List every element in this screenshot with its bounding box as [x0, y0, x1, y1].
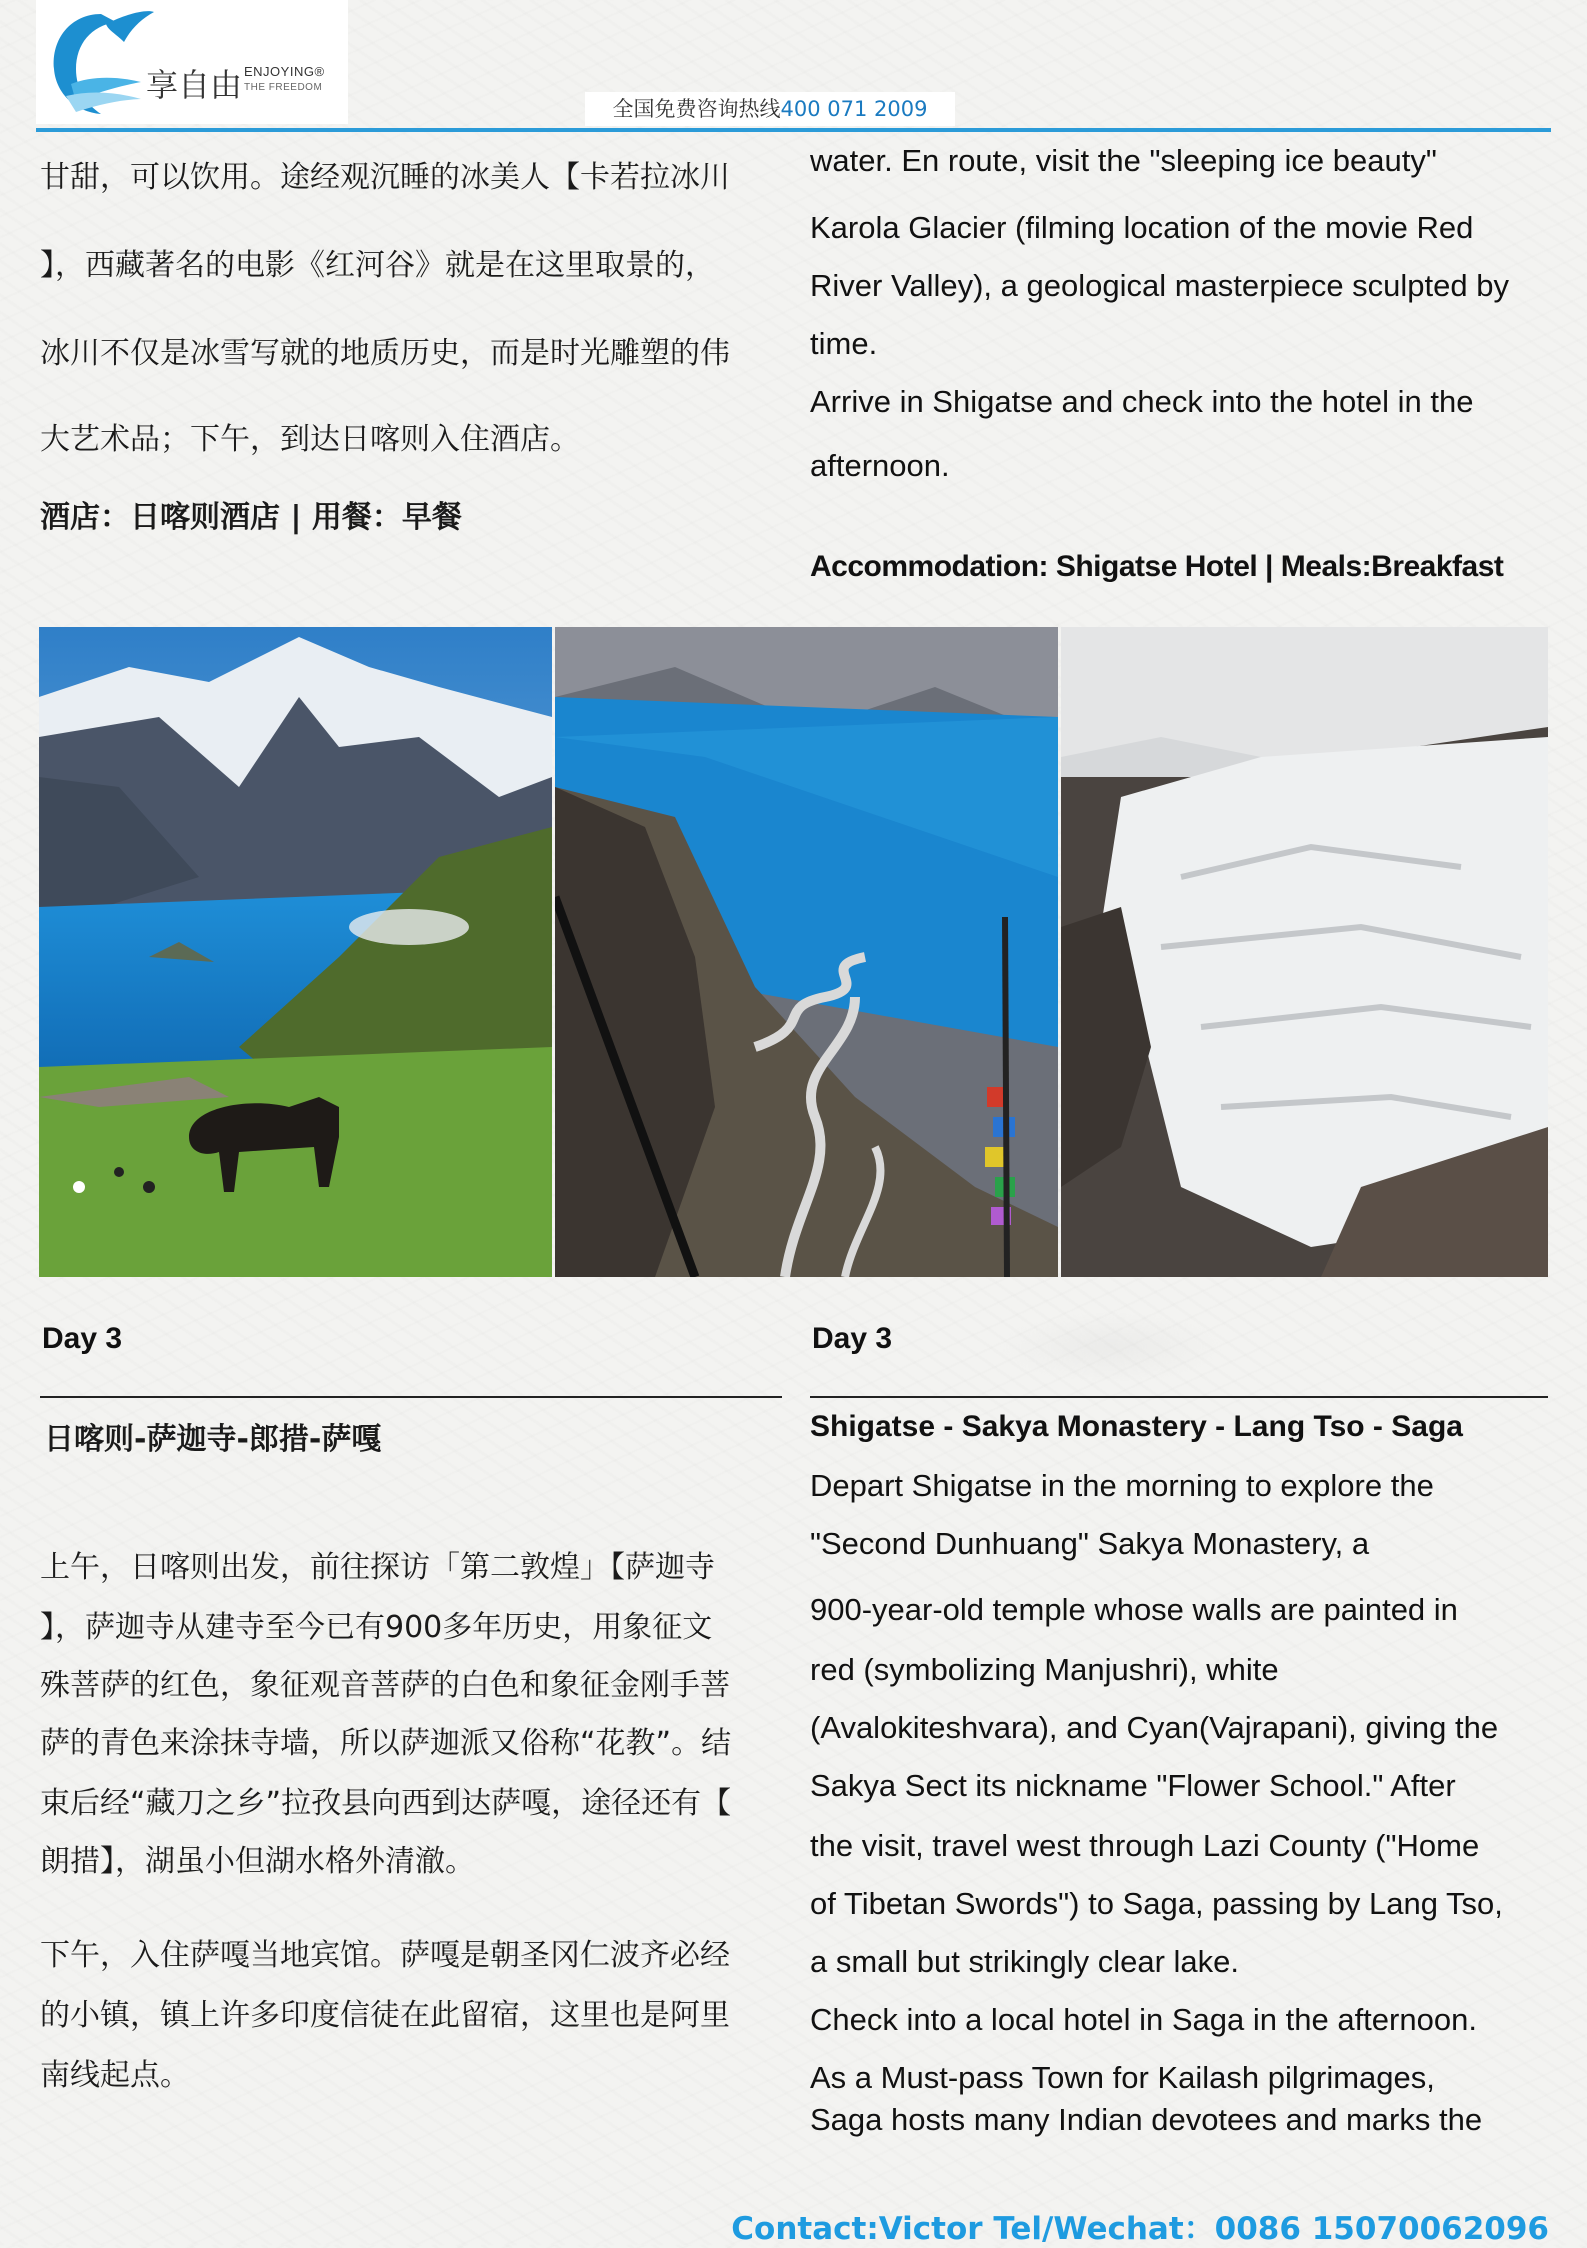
cn-route: 日喀则-萨迦寺-郎措-萨嘎 — [44, 1422, 382, 1457]
en-line: a small but strikingly clear lake. — [810, 1944, 1239, 1979]
dolphin-logo-icon — [46, 4, 156, 122]
cn-line: 南线起点。 — [40, 2058, 190, 2093]
cn-accommodation: 酒店：日喀则酒店 | 用餐：早餐 — [40, 500, 462, 535]
logo-english-name: ENJOYING® — [244, 64, 325, 79]
en-line: time. — [810, 326, 878, 361]
en-line: the visit, travel west through Lazi County ("Home — [810, 1828, 1480, 1863]
cn-line: 冰川不仅是冰雪写就的地质历史，而是时光雕塑的伟 — [40, 336, 730, 371]
en-line: Sakya Sect its nickname "Flower School." After — [810, 1768, 1456, 1803]
cn-line: 大艺术品；下午，到达日喀则入住酒店。 — [40, 422, 580, 457]
en-line: River Valley), a geological masterpiece sculpted by — [810, 268, 1509, 303]
hotline-banner — [585, 92, 955, 126]
en-line: "Second Dunhuang" Sakya Monastery, a — [810, 1526, 1370, 1561]
en-line: As a Must-pass Town for Kailash pilgrimages, — [810, 2060, 1435, 2095]
en-line: water. En route, visit the "sleeping ice beauty" — [810, 143, 1437, 178]
cn-day-label: Day 3 — [42, 1322, 123, 1355]
cn-line: 的小镇，镇上许多印度信徒在此留宿，这里也是阿里 — [40, 1998, 730, 2033]
en-line: Karola Glacier (filming location of the movie Red — [810, 210, 1474, 245]
glacier-photo — [1061, 627, 1548, 1277]
cn-line: 上午，日喀则出发，前往探访「第二敦煌」【萨迦寺 — [40, 1550, 715, 1585]
en-line: Depart Shigatse in the morning to explore the — [810, 1468, 1434, 1503]
cn-line: 殊菩萨的红色，象征观音菩萨的白色和象征金刚手菩 — [40, 1668, 730, 1703]
contact-info: Contact:Victor Tel/Wechat：0086 15070062096 — [731, 2211, 1549, 2247]
hotline-label: 全国免费咨询热线 — [612, 97, 781, 121]
header-divider — [36, 128, 1551, 132]
cn-line: 甘甜，可以饮用。途经观沉睡的冰美人【卡若拉冰川 — [40, 160, 730, 195]
en-line: afternoon. — [810, 448, 950, 483]
cn-day-divider — [40, 1396, 782, 1398]
cn-line: 下午，入住萨嘎当地宾馆。萨嘎是朝圣冈仁波齐必经 — [40, 1938, 730, 1973]
en-line: 900-year-old temple whose walls are painted in — [810, 1592, 1458, 1627]
en-route: Shigatse - Sakya Monastery - Lang Tso - Saga — [810, 1410, 1463, 1443]
en-line: (Avalokiteshvara), and Cyan(Vajrapani), giving the — [810, 1710, 1499, 1745]
en-day-label: Day 3 — [812, 1322, 893, 1355]
cn-line: 】，西藏著名的电影《红河谷》就是在这里取景的， — [40, 248, 715, 283]
en-day-divider — [810, 1396, 1548, 1398]
cn-line: 束后经“藏刀之乡”拉孜县向西到达萨嘎，途径还有【 — [40, 1786, 732, 1821]
en-line: Saga hosts many Indian devotees and marks the — [810, 2102, 1483, 2137]
hotline-number: 400 071 2009 — [780, 97, 928, 121]
logo-chinese-name: 享自由 — [146, 66, 243, 104]
en-line: red (symbolizing Manjushri), white — [810, 1652, 1279, 1687]
cn-line: 朗措】，湖虽小但湖水格外清澈。 — [40, 1844, 475, 1879]
en-line: Check into a local hotel in Saga in the afternoon. — [810, 2002, 1477, 2037]
en-line: Arrive in Shigatse and check into the hotel in the — [810, 384, 1474, 419]
logo-english-tagline: THE FREEDOM — [244, 82, 323, 93]
lake-road-photo — [555, 627, 1058, 1277]
en-line: of Tibetan Swords") to Saga, passing by Lang Tso, — [810, 1886, 1503, 1921]
cn-line: 】，萨迦寺从建寺至今已有900多年历史，用象征文 — [40, 1610, 713, 1645]
en-accommodation: Accommodation: Shigatse Hotel | Meals:Breakfast — [810, 550, 1504, 583]
cn-line: 萨的青色来涂抹寺墙，所以萨迦派又俗称“花教”。结 — [40, 1726, 732, 1761]
lake-yak-photo — [39, 627, 552, 1277]
company-logo — [36, 0, 348, 124]
